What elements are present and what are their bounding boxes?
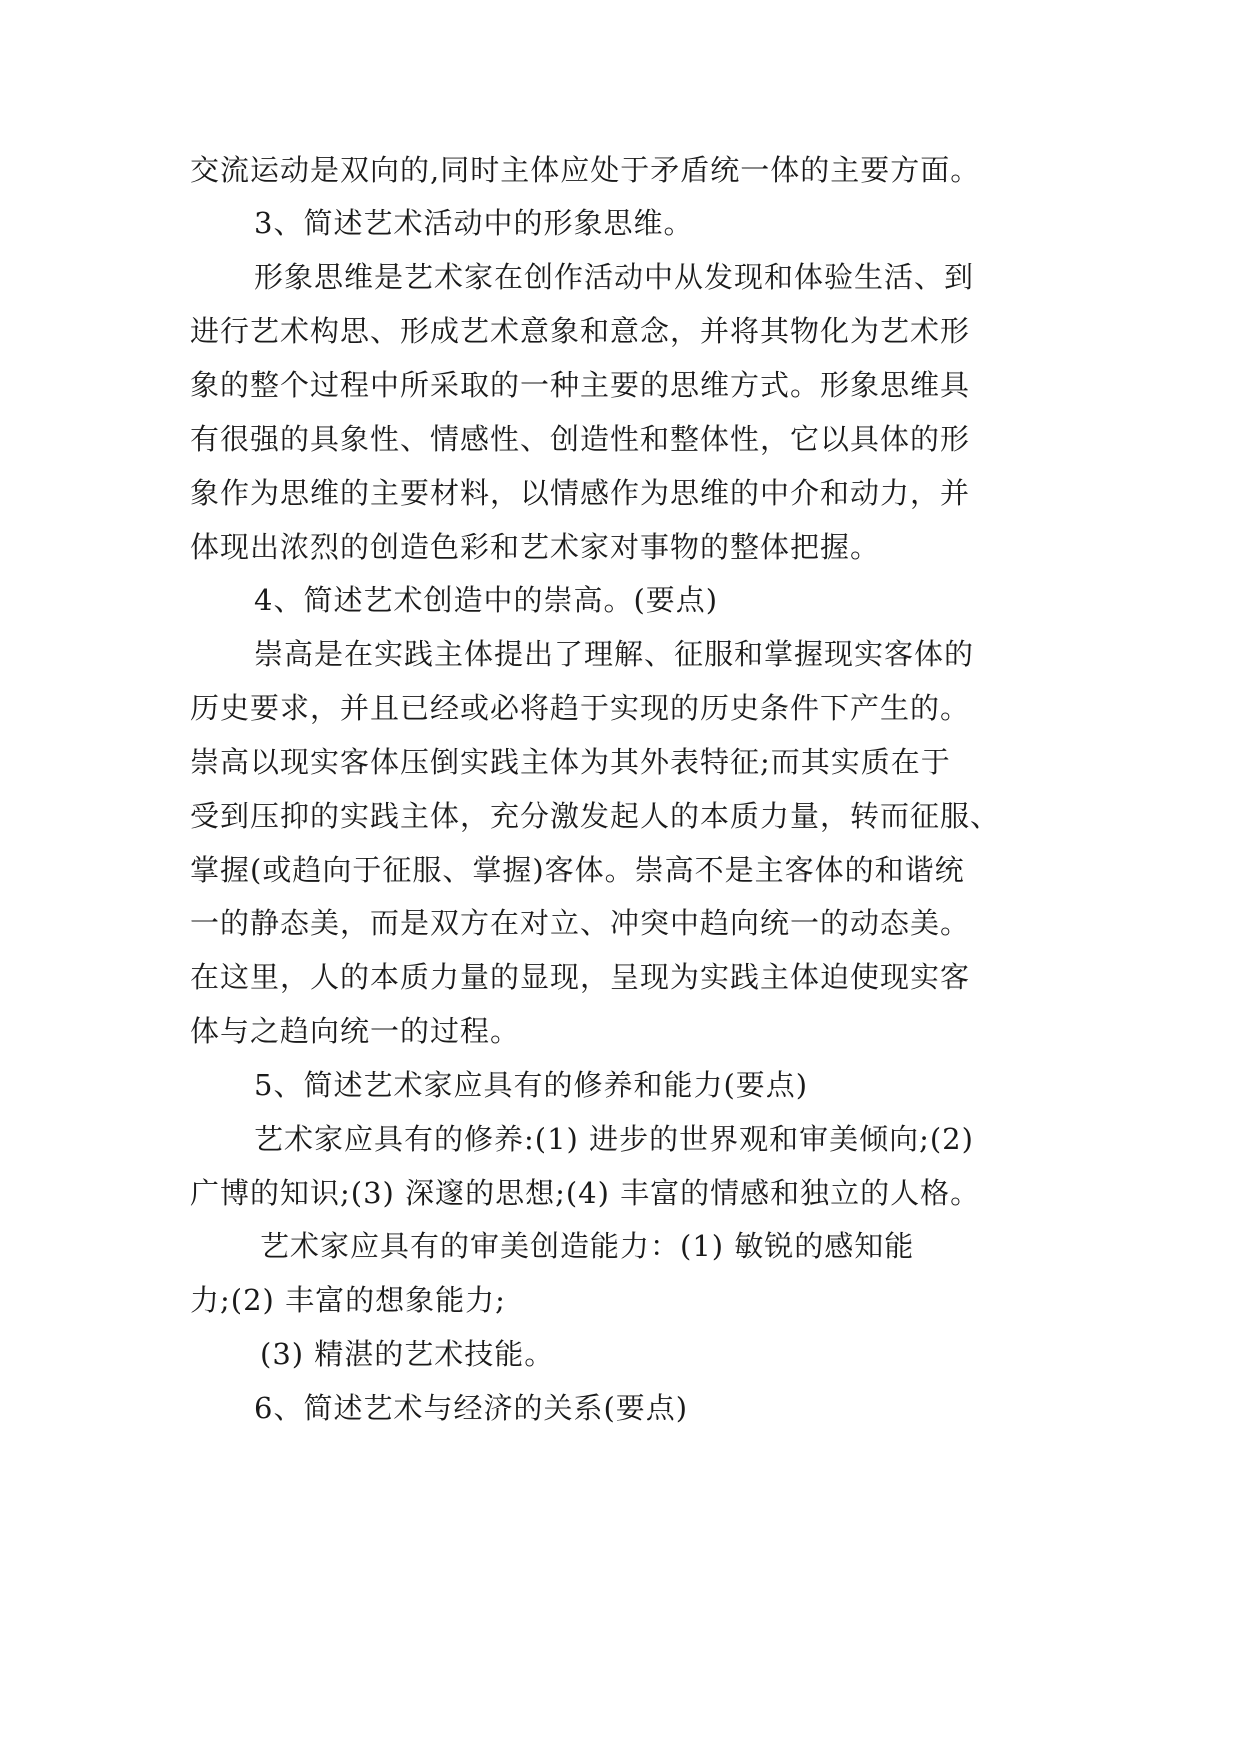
text-line: 广博的知识;(3) 深邃的思想;(4) 丰富的情感和独立的人格。 (190, 1176, 981, 1210)
section-heading: 5、简述艺术家应具有的修养和能力(要点) (254, 1068, 809, 1102)
text-line: 艺术家应具有的审美创造能力：(1) 敏锐的感知能 (260, 1229, 915, 1263)
text-line: 历史要求，并且已经或必将趋于实现的历史条件下产生的。 (190, 691, 971, 725)
text-line: 体现出浓烈的创造色彩和艺术家对事物的整体把握。 (190, 530, 881, 564)
text-line: 崇高以现实客体压倒实践主体为其外表特征;而其实质在于 (190, 745, 951, 779)
text-line: 交流运动是双向的,同时主体应处于矛盾统一体的主要方面。 (190, 153, 981, 187)
text-line: 艺术家应具有的修养:(1) 进步的世界观和审美倾向;(2) (254, 1122, 974, 1156)
section-heading: 3、简述艺术活动中的形象思维。 (254, 206, 694, 240)
text-line: 崇高是在实践主体提出了理解、征服和掌握现实客体的 (254, 637, 975, 671)
section-heading: 4、简述艺术创造中的崇高。(要点) (254, 583, 719, 617)
text-line: 掌握(或趋向于征服、掌握)客体。崇高不是主客体的和谐统 (190, 853, 965, 887)
text-line: 一的静态美，而是双方在对立、冲突中趋向统一的动态美。 (190, 906, 971, 940)
text-line: 受到压抑的实践主体，充分激发起人的本质力量，转而征服、 (190, 799, 1001, 833)
text-line: 体与之趋向统一的过程。 (190, 1014, 521, 1048)
text-line: 力;(2) 丰富的想象能力; (190, 1283, 506, 1317)
section-heading: 6、简述艺术与经济的关系(要点) (254, 1391, 689, 1425)
text-line: 形象思维是艺术家在创作活动中从发现和体验生活、到 (254, 260, 975, 294)
text-line: 象作为思维的主要材料，以情感作为思维的中介和动力，并 (190, 476, 971, 510)
text-line: 有很强的具象性、情感性、创造性和整体性，它以具体的形 (190, 422, 971, 456)
text-line: (3) 精湛的艺术技能。 (260, 1337, 555, 1371)
text-line: 象的整个过程中所采取的一种主要的思维方式。形象思维具 (190, 368, 971, 402)
text-line: 进行艺术构思、形成艺术意象和意念，并将其物化为艺术形 (190, 314, 971, 348)
text-line: 在这里，人的本质力量的显现，呈现为实践主体迫使现实客 (190, 960, 971, 994)
